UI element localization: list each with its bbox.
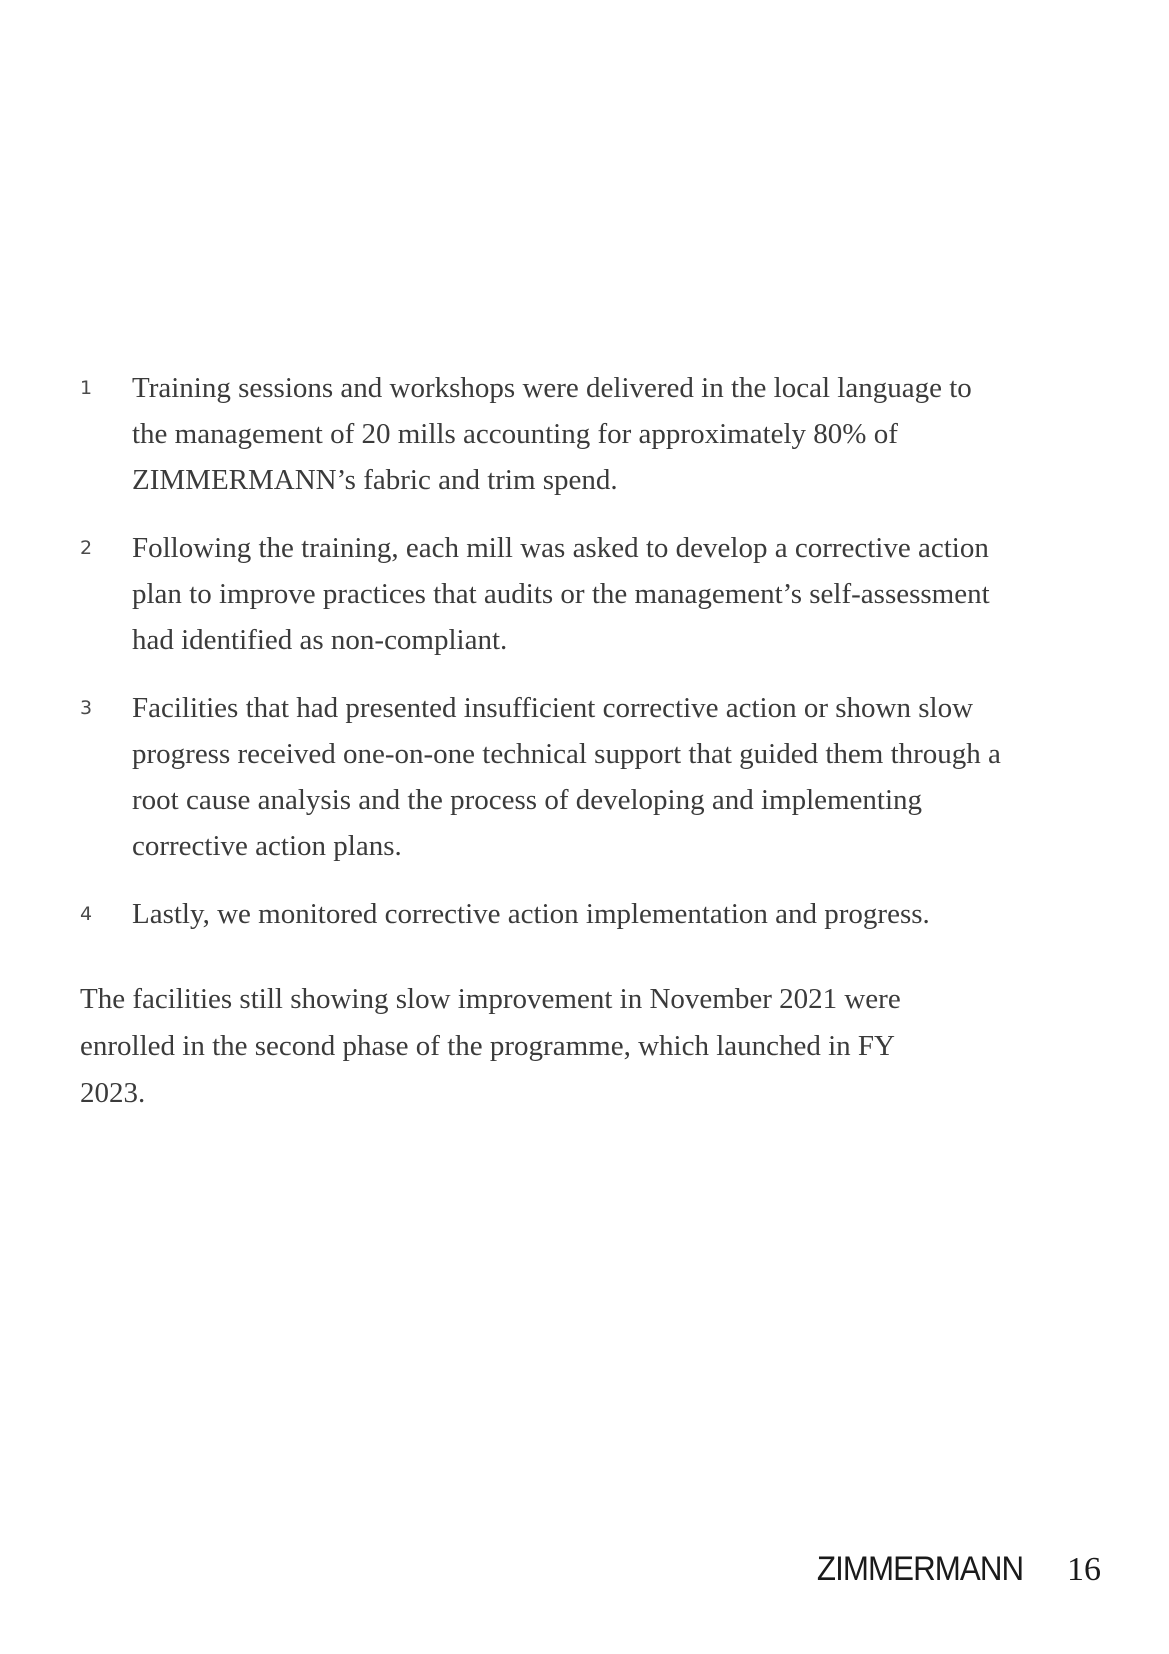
list-item: [80, 365, 1010, 503]
step-text: Following the training, each mill was asked to develop a corrective action plan to improve practices that audits or the management’s self-assessment had identified as non-compliant.: [132, 532, 990, 656]
step-text: Facilities that had presented insufficient corrective action or shown slow progress received one-on-one technical support that guided them through a root cause analysis and the process of developing and implementing corrective action plans.: [132, 692, 1001, 862]
step-text: Training sessions and workshops were delivered in the local language to the management of 20 mills accounting for approximately 80% of ZIMMERMANN’s fabric and trim spend.: [132, 372, 972, 496]
brand-logo: ZIMMERMANN: [816, 1550, 1023, 1588]
step-number: 4: [80, 903, 93, 925]
steps-list: [80, 365, 1010, 959]
list-item: [80, 685, 1010, 869]
page-number: 16: [1067, 1551, 1101, 1588]
step-number: 3: [80, 697, 93, 719]
step-number: 2: [80, 537, 93, 559]
closing-paragraph: The facilities still showing slow improvement in November 2021 were enrolled in the second phase of the programme, which launched in FY 2023.: [80, 983, 901, 1109]
list-item: [80, 891, 1010, 937]
step-number: 1: [80, 377, 93, 399]
page-footer: [799, 1550, 1101, 1589]
step-text: Lastly, we monitored corrective action implementation and progress.: [132, 898, 930, 930]
list-item: [80, 525, 1010, 663]
